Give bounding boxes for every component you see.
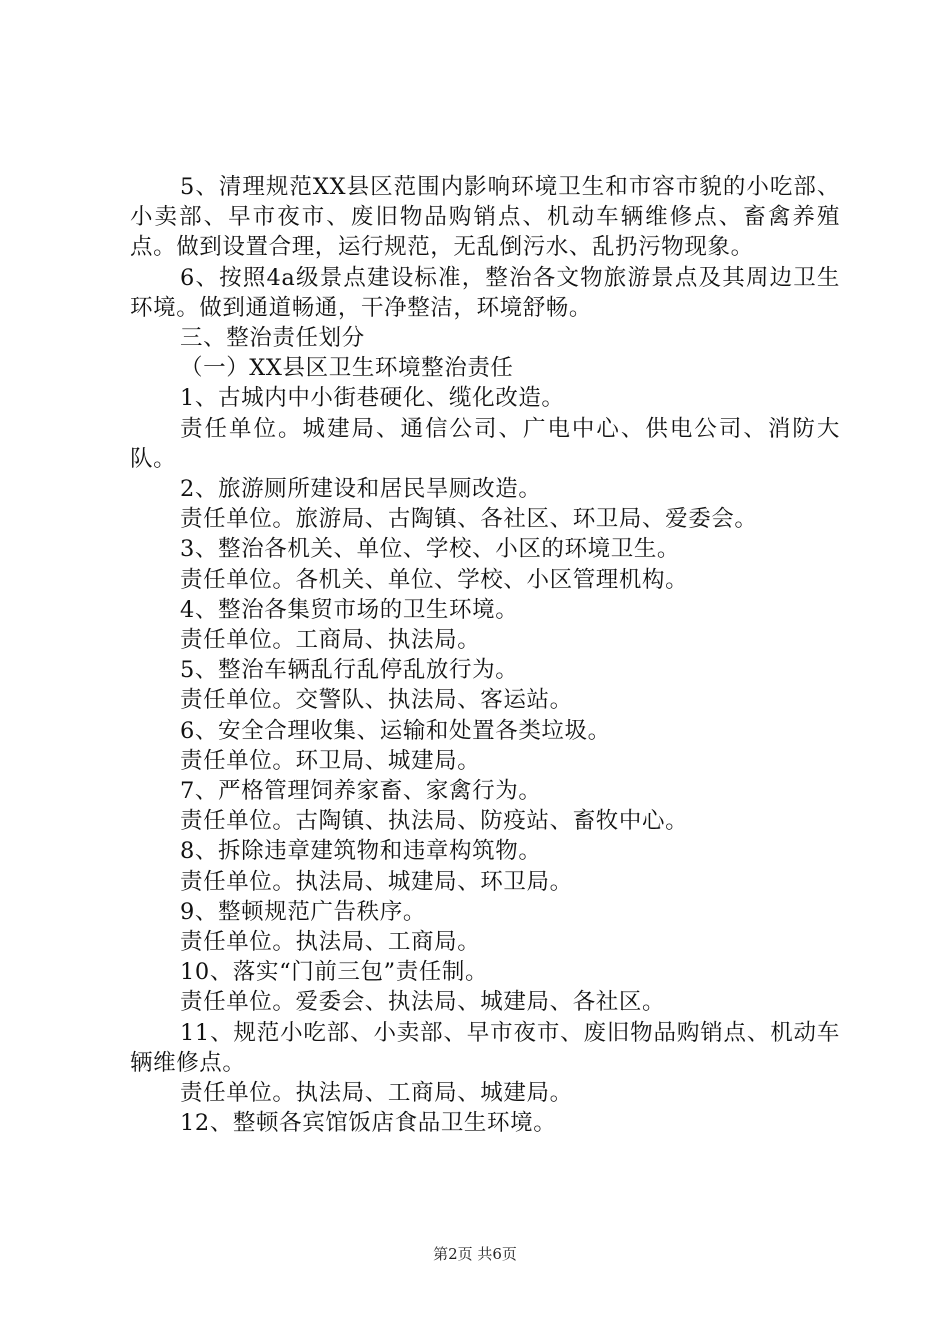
page-number-footer: 第2页 共6页 <box>433 1245 517 1263</box>
responsible-units-2: 责任单位。旅游局、古陶镇、各社区、环卫局、爱委会。 <box>180 506 758 533</box>
responsible-units-10: 责任单位。爱委会、执法局、城建局、各社区。 <box>180 989 666 1016</box>
responsible-units-7: 责任单位。古陶镇、执法局、防疫站、畜牧中心。 <box>180 808 689 835</box>
task-1: 1、古城内中小街巷硬化、缆化改造。 <box>180 385 565 412</box>
responsible-units-1: 责任单位。城建局、通信公司、广电中心、供电公司、消防大队。 <box>130 415 840 472</box>
task-4: 4、整治各集贸市场的卫生环境。 <box>180 596 519 623</box>
responsible-units-4: 责任单位。工商局、执法局。 <box>180 627 481 654</box>
document-body <box>130 172 840 1139</box>
task-7: 7、严格管理饲养家畜、家禽行为。 <box>180 778 542 805</box>
paragraph-item-5-cleanup: 5、清理规范XX县区范围内影响环境卫生和市容市貌的小吃部、小卖部、早市夜市、废旧物品购销点、机动车辆维修点、畜禽养殖点。做到设置合理，运行规范，无乱倒污水、乱扔污物现象。 <box>130 174 840 261</box>
responsible-units-3: 责任单位。各机关、单位、学校、小区管理机构。 <box>180 566 689 593</box>
task-12: 12、整顿各宾馆饭店食品卫生环境。 <box>180 1110 557 1137</box>
responsible-units-11: 责任单位。执法局、工商局、城建局。 <box>180 1080 573 1107</box>
responsible-units-9: 责任单位。执法局、工商局。 <box>180 929 481 956</box>
task-10: 10、落实“门前三包”责任制。 <box>180 959 489 986</box>
task-5: 5、整治车辆乱行乱停乱放行为。 <box>180 657 519 684</box>
task-11: 11、规范小吃部、小卖部、早市夜市、废旧物品购销点、机动车辆维修点。 <box>130 1019 840 1076</box>
responsible-units-8: 责任单位。执法局、城建局、环卫局。 <box>180 868 573 895</box>
responsible-units-5: 责任单位。交警队、执法局、客运站。 <box>180 687 573 714</box>
paragraph-item-6-scenic: 6、按照4a级景点建设标准，整治各文物旅游景点及其周边卫生环境。做到通道畅通，干净整洁，环境舒畅。 <box>130 264 840 321</box>
responsible-units-6: 责任单位。环卫局、城建局。 <box>180 747 481 774</box>
subsection-heading: （一）XX县区卫生环境整治责任 <box>180 355 514 382</box>
task-2: 2、旅游厕所建设和居民旱厕改造。 <box>180 476 542 503</box>
section-heading: 三、整治责任划分 <box>180 325 365 352</box>
task-3: 3、整治各机关、单位、学校、小区的环境卫生。 <box>180 536 681 563</box>
task-6: 6、安全合理收集、运输和处置各类垃圾。 <box>180 717 611 744</box>
task-8: 8、拆除违章建筑物和违章构筑物。 <box>180 838 542 865</box>
task-9: 9、整顿规范广告秩序。 <box>180 898 426 925</box>
